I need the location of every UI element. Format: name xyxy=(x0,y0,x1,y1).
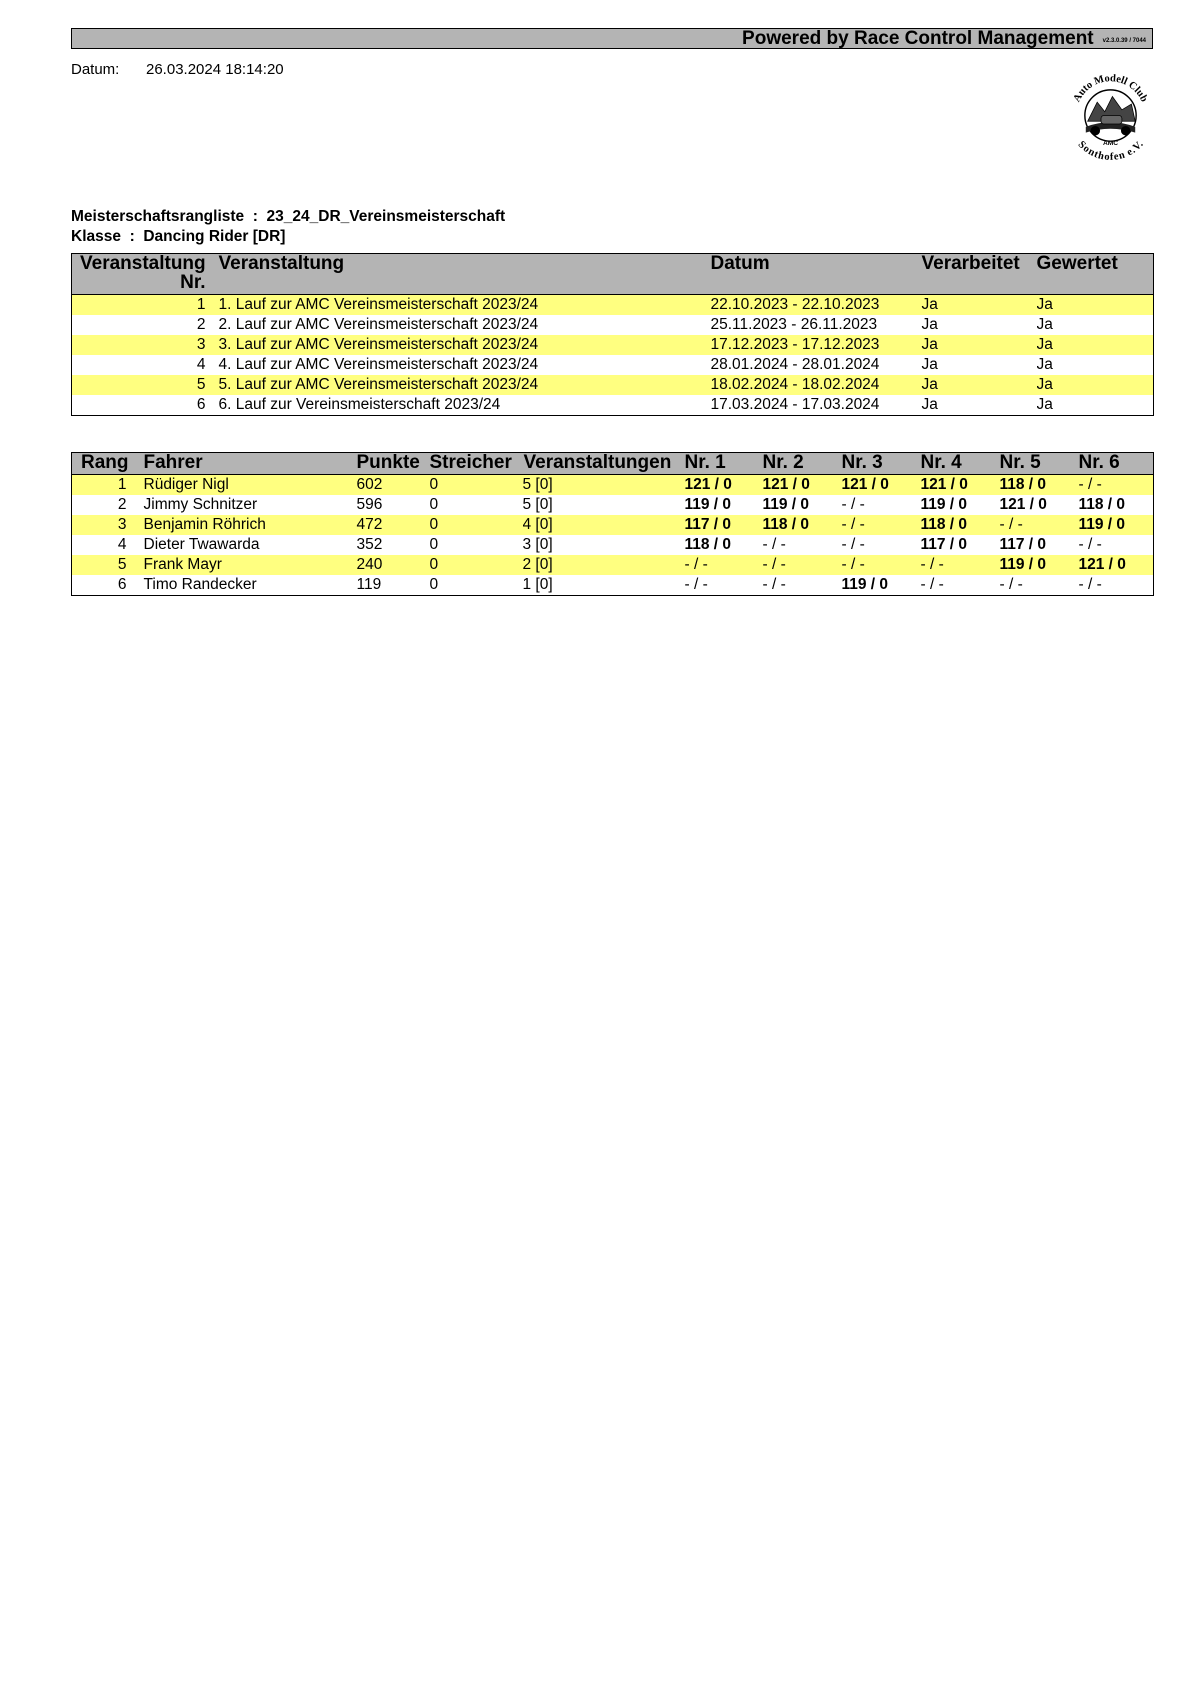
standings-row xyxy=(72,535,1154,555)
result-cell: 119 / 0 xyxy=(841,576,889,593)
header-result-1: Nr. 1 xyxy=(683,453,761,475)
result-cell: - / - xyxy=(841,536,865,553)
result-cell: 119 / 0 xyxy=(998,555,1077,575)
event-processed: Ja xyxy=(921,396,938,413)
result-cell: - / - xyxy=(762,536,786,553)
standings-header-row xyxy=(72,453,1154,475)
event-nr: 4 xyxy=(196,356,206,373)
version-label: v2.3.0.39 / 7044 xyxy=(1102,37,1146,44)
standings-row xyxy=(72,555,1154,575)
event-date: 18.02.2024 - 18.02.2024 xyxy=(705,375,916,395)
event-processed: Ja xyxy=(921,356,938,373)
result-cell: 119 / 0 xyxy=(1077,515,1154,535)
header-result-6: Nr. 6 xyxy=(1077,453,1154,475)
standings-row xyxy=(72,515,1154,535)
event-nr: 6 xyxy=(196,396,206,413)
event-nr: 5 xyxy=(72,375,215,395)
result-cell: - / - xyxy=(999,576,1023,593)
result-cell: 118 / 0 xyxy=(684,536,732,553)
event-row xyxy=(72,375,1154,395)
club-logo-icon xyxy=(1063,68,1158,163)
rank-cell: 6 xyxy=(117,576,127,593)
result-cell: - / - xyxy=(919,555,998,575)
event-name: 3. Lauf zur AMC Vereinsmeisterschaft 2023/24 xyxy=(215,335,705,355)
rank-cell: 3 xyxy=(72,515,141,535)
event-name: 6. Lauf zur Vereinsmeisterschaft 2023/24 xyxy=(218,396,501,413)
dropped-cell: 0 xyxy=(429,576,439,593)
points-cell: 602 xyxy=(355,475,429,496)
result-cell: 121 / 0 xyxy=(999,496,1047,513)
event-rated: Ja xyxy=(1037,375,1154,395)
event-name: 4. Lauf zur AMC Vereinsmeisterschaft 2023/24 xyxy=(218,356,539,373)
event-processed: Ja xyxy=(916,335,1037,355)
header-events-count: Veranstaltungen xyxy=(523,453,683,475)
result-cell: - / - xyxy=(841,496,865,513)
result-cell: - / - xyxy=(683,555,761,575)
driver-cell: Jimmy Schnitzer xyxy=(143,496,258,513)
events-count-cell: 1 [0] xyxy=(522,576,553,593)
event-rated: Ja xyxy=(1036,356,1053,373)
driver-cell: Benjamin Röhrich xyxy=(141,515,355,535)
header-result-2: Nr. 2 xyxy=(761,453,840,475)
rank-cell: 5 xyxy=(72,555,141,575)
event-row xyxy=(72,355,1154,375)
event-row xyxy=(72,395,1154,416)
header-event-nr-line1: Veranstaltung xyxy=(80,253,206,274)
datum-label: Datum: xyxy=(71,61,120,78)
datum-value: 26.03.2024 18:14:20 xyxy=(146,61,284,78)
event-name: 5. Lauf zur AMC Vereinsmeisterschaft 2023/24 xyxy=(215,375,705,395)
result-cell: - / - xyxy=(998,515,1077,535)
event-date: 17.03.2024 - 17.03.2024 xyxy=(710,396,880,413)
events-header-row xyxy=(72,254,1154,295)
result-cell: 119 / 0 xyxy=(684,496,732,513)
points-cell: 119 xyxy=(356,576,382,593)
result-cell: 118 / 0 xyxy=(1078,496,1126,513)
rank-cell: 4 xyxy=(117,536,127,553)
report-header-banner xyxy=(71,28,1153,49)
result-cell: - / - xyxy=(920,576,944,593)
event-rated: Ja xyxy=(1037,295,1154,316)
event-rated: Ja xyxy=(1037,335,1154,355)
event-processed: Ja xyxy=(916,295,1037,316)
header-event-processed: Verarbeitet xyxy=(916,254,1037,295)
events-count-cell: 5 [0] xyxy=(523,475,683,496)
header-rank: Rang xyxy=(72,453,141,475)
result-cell: 119 / 0 xyxy=(762,496,810,513)
event-date: 28.01.2024 - 28.01.2024 xyxy=(710,356,880,373)
events-count-cell: 5 [0] xyxy=(522,496,553,513)
result-cell: - / - xyxy=(1078,576,1102,593)
result-cell: - / - xyxy=(840,555,919,575)
dropped-cell: 0 xyxy=(429,515,523,535)
points-cell: 352 xyxy=(356,536,383,553)
dropped-cell: 0 xyxy=(429,555,523,575)
event-nr: 2 xyxy=(196,316,206,333)
event-nr: 1 xyxy=(72,295,215,316)
event-row xyxy=(72,295,1154,316)
result-cell: - / - xyxy=(840,515,919,535)
header-event-rated: Gewertet xyxy=(1037,254,1154,295)
logo-text-bottom: Sonthofen e.V. xyxy=(1075,139,1146,163)
header-driver: Fahrer xyxy=(141,453,355,475)
standings-row xyxy=(72,575,1154,596)
header-points: Punkte xyxy=(355,453,429,475)
header-dropped: Streicher xyxy=(429,453,523,475)
result-cell: 118 / 0 xyxy=(761,515,840,535)
events-count-cell: 4 [0] xyxy=(523,515,683,535)
result-cell: 117 / 0 xyxy=(683,515,761,535)
result-cell: 121 / 0 xyxy=(1077,555,1154,575)
driver-cell: Timo Randecker xyxy=(143,576,257,593)
event-processed: Ja xyxy=(916,375,1037,395)
event-name: 2. Lauf zur AMC Vereinsmeisterschaft 2023/24 xyxy=(218,316,539,333)
header-result-4: Nr. 4 xyxy=(919,453,998,475)
result-cell: 117 / 0 xyxy=(920,536,968,553)
result-cell: - / - xyxy=(684,576,708,593)
event-date: 17.12.2023 - 17.12.2023 xyxy=(705,335,916,355)
logo-text-mid: AMC xyxy=(1102,139,1119,147)
driver-cell: Dieter Twawarda xyxy=(143,536,260,553)
events-count-cell: 3 [0] xyxy=(522,536,553,553)
rank-cell: 2 xyxy=(117,496,127,513)
standings-table xyxy=(71,452,1154,596)
event-name: 1. Lauf zur AMC Vereinsmeisterschaft 2023/24 xyxy=(215,295,705,316)
result-cell: 121 / 0 xyxy=(840,475,919,496)
header-result-3: Nr. 3 xyxy=(840,453,919,475)
points-cell: 240 xyxy=(355,555,429,575)
header-event-nr-line2: Nr. xyxy=(180,272,206,293)
header-event-nr xyxy=(72,254,215,295)
header-event-name: Veranstaltung xyxy=(215,254,705,295)
result-cell: 119 / 0 xyxy=(920,496,968,513)
event-processed: Ja xyxy=(921,316,938,333)
powered-by-title: Powered by Race Control Management xyxy=(742,28,1094,49)
dropped-cell: 0 xyxy=(429,496,439,513)
result-cell: 117 / 0 xyxy=(999,536,1047,553)
points-cell: 472 xyxy=(355,515,429,535)
standings-row xyxy=(72,495,1154,515)
event-nr: 3 xyxy=(72,335,215,355)
result-cell: 121 / 0 xyxy=(761,475,840,496)
dropped-cell: 0 xyxy=(429,536,439,553)
logo-text-top: Auto Modell Club xyxy=(1071,73,1150,104)
driver-cell: Frank Mayr xyxy=(141,555,355,575)
events-table xyxy=(71,253,1154,416)
result-cell: 118 / 0 xyxy=(998,475,1077,496)
standings-row xyxy=(72,475,1154,496)
ranking-title: Meisterschaftsrangliste : 23_24_DR_Vereinsmeisterschaft xyxy=(71,208,506,225)
result-cell: - / - xyxy=(761,555,840,575)
event-rated: Ja xyxy=(1036,316,1053,333)
header-result-5: Nr. 5 xyxy=(998,453,1077,475)
event-row xyxy=(72,335,1154,355)
points-cell: 596 xyxy=(356,496,383,513)
header-event-date: Datum xyxy=(705,254,916,295)
events-count-cell: 2 [0] xyxy=(523,555,683,575)
result-cell: - / - xyxy=(1077,475,1154,496)
event-date: 22.10.2023 - 22.10.2023 xyxy=(705,295,916,316)
event-rated: Ja xyxy=(1036,396,1053,413)
result-cell: 118 / 0 xyxy=(919,515,998,535)
event-row xyxy=(72,315,1154,335)
rank-cell: 1 xyxy=(72,475,141,496)
result-cell: - / - xyxy=(762,576,786,593)
result-cell: 121 / 0 xyxy=(919,475,998,496)
driver-cell: Rüdiger Nigl xyxy=(141,475,355,496)
result-cell: - / - xyxy=(1078,536,1102,553)
dropped-cell: 0 xyxy=(429,475,523,496)
class-title: Klasse : Dancing Rider [DR] xyxy=(71,228,286,245)
result-cell: 121 / 0 xyxy=(683,475,761,496)
event-date: 25.11.2023 - 26.11.2023 xyxy=(710,316,878,333)
